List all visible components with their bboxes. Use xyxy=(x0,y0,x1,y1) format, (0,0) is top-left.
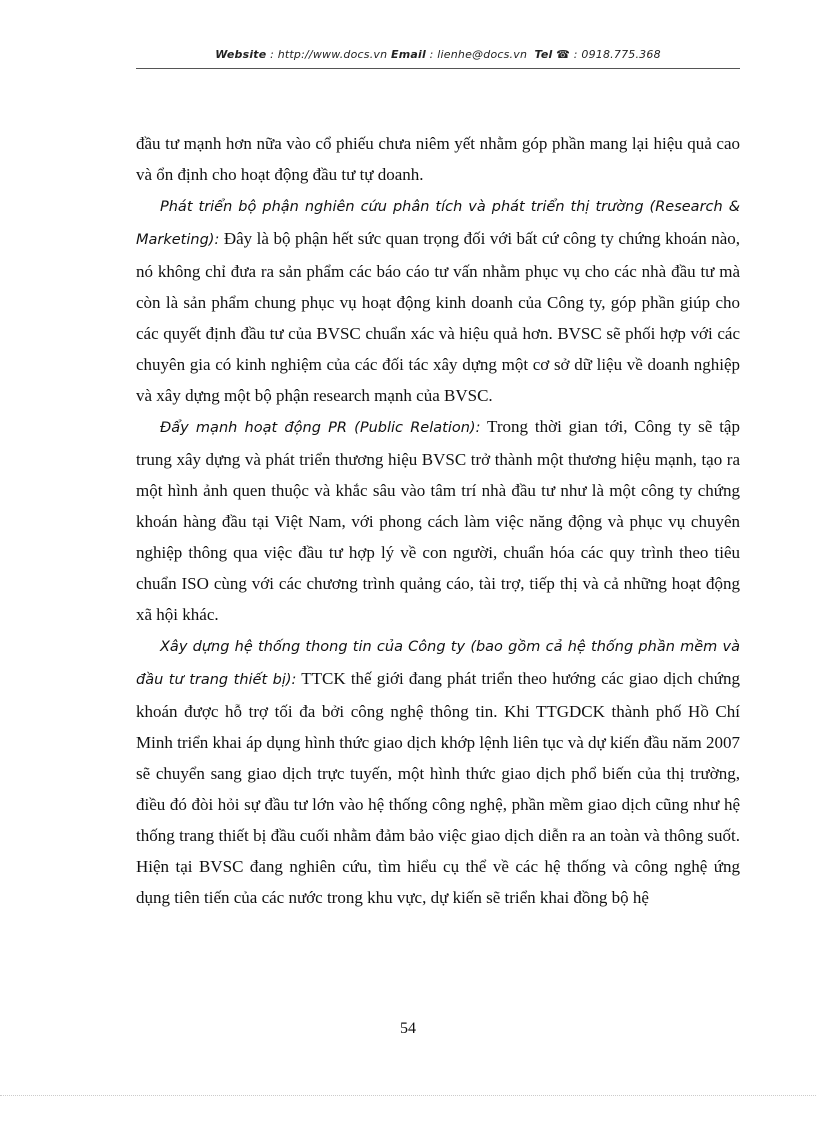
phone-icon: ☎ xyxy=(556,48,571,61)
tel-value: 0918.775.368 xyxy=(581,48,661,61)
paragraph-3: Đẩy mạnh hoạt động PR (Public Relation): Trong thời gian tới, Công ty sẽ tập trung xây dựng và phát triển thương hiệu BVSC trở thành một thương hiệu mạnh, tạo ra một hình ảnh quen thuộc và khắc sâu vào tâm trí nhà đầu tư như là một công ty chứng khoán hàng đầu tại Việt Nam, với phong cách làm việc năng động và phục vụ chuyên nghiệp thông qua việc đầu tư hợp lý về con người, chuẩn hóa các quy trình theo tiêu chuẩn ISO cùng với các chương trình quảng cáo, tài trợ, tiếp thị và cả những hoạt động xã hội khác. xyxy=(136,417,740,624)
document-body xyxy=(136,128,740,913)
paragraph-4: Xây dựng hệ thống thong tin của Công ty (bao gồm cả hệ thống phần mềm và đầu tư trang thiết bị): TTCK thế giới đang phát triển theo hướng các giao dịch chứng khoán được hỗ trợ tối đa bởi công nghệ thông tin. Khi TTGDCK thành phố Hồ Chí Minh triển khai áp dụng hình thức giao dịch khớp lệnh liên tục và dự kiến đầu năm 2007 sẽ chuyển sang giao dịch trực tuyến, một hình thức giao dịch phổ biến của thị trường, điều đó đòi hỏi sự đầu tư lớn vào hệ thống công nghệ, phần mềm giao dịch cũng như hệ thống trang thiết bị đầu cuối nhằm đảm bảo việc giao dịch diễn ra an toàn và thông suốt. Hiện tại BVSC đang nghiên cứu, tìm hiểu cụ thể về các hệ thống và công nghệ ứng dụng tiên tiến của các nước trong khu vực, dự kiến sẽ triển khai đồng bộ hệ xyxy=(136,639,740,907)
paragraph-lead: Đẩy mạnh hoạt động PR (Public Relation): xyxy=(160,420,481,436)
footer-divider xyxy=(0,1095,816,1096)
tel-label: Tel xyxy=(534,48,553,61)
paragraph-2: Phát triển bộ phận nghiên cứu phân tích và phát triển thị trường (Research & Marketing): Đây là bộ phận hết sức quan trọng đối với bất cứ công ty chứng khoán nào, nó không chỉ đưa ra sản phẩm các báo cáo tư vấn nhằm phục vụ cho các nhà đầu tư mà còn là sản phẩm chung phục vụ hoạt động kinh doanh của Công ty, góp phần giúp cho các quyết định đầu tư của BVSC chuẩn xác và hiệu quả hơn. BVSC sẽ phối hợp với các chuyên gia có kinh nghiệm của các đối tác xây dựng một cơ sở dữ liệu về doanh nghiệp và xây dựng một bộ phận research mạnh của BVSC. xyxy=(136,199,740,405)
header-divider xyxy=(136,68,740,69)
website-url[interactable]: http://www.docs.vn xyxy=(277,48,388,61)
paragraph-1: đầu tư mạnh hơn nữa vào cổ phiếu chưa niêm yết nhằm góp phần mang lại hiệu quả cao và ổn định cho hoạt động đầu tư tự doanh. xyxy=(136,134,740,184)
page-number: 54 xyxy=(400,1020,416,1037)
email-label: Email xyxy=(391,48,426,61)
website-label: Website xyxy=(215,48,267,61)
email-value[interactable]: lienhe@docs.vn xyxy=(437,48,528,61)
paragraph-lead: Phát triển bộ phận nghiên cứu phân tích và phát triển thị trường (Research & Marketing): xyxy=(136,199,740,248)
page-header: Website : http://www.docs.vn Email : lienhe@docs.vn Tel ☎ : 0918.775.368 xyxy=(215,48,661,61)
paragraph-lead: Xây dựng hệ thống thong tin của Công ty (bao gồm cả hệ thống phần mềm và đầu tư trang thiết bị): xyxy=(136,639,740,688)
